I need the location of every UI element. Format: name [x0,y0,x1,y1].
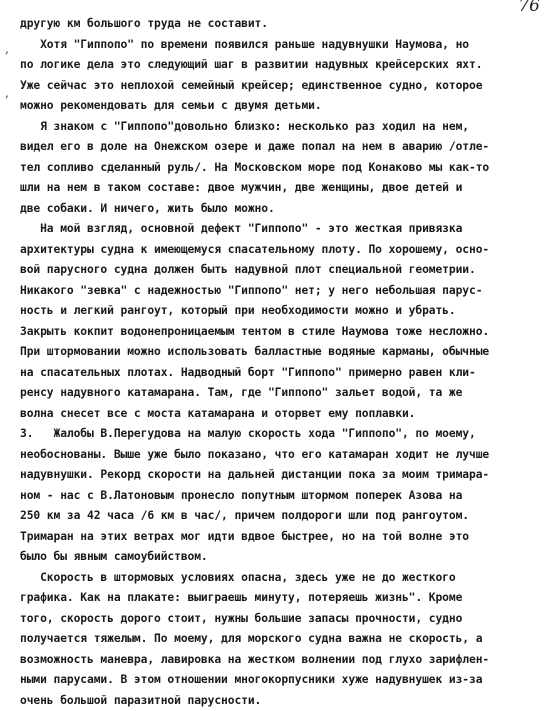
text-line: Уже сейчас это неплохой семейный крейсер; единственное судно, которое [20,76,546,97]
text-line: 250 км за 42 часа /6 км в час/, причем полдороги шли под рангоутом. [20,506,546,527]
text-line: по логике дела это следующий шаг в развитии надувных крейсерских яхт. [20,55,546,76]
text-line: другую км большого труда не составит. [20,14,546,35]
margin-mark: ‚ [5,42,9,56]
text-line: на спасательных плотах. Надводный борт "Гиппопо" примерно равен кли- [20,363,546,384]
text-line: того, скорость дорого стоит, нужны большие запасы прочности, судно [20,609,546,630]
margin-mark: ‚ [5,86,9,100]
text-line: При штормовании можно использовать балластные водяные карманы, обычные [20,342,546,363]
text-line: 3. Жалобы В.Перегудова на малую скорость хода "Гиппопо", по моему, [20,424,546,445]
page-number: 76 [518,0,540,16]
text-line: можно рекомендовать для семьи с двумя детьми. [20,96,546,117]
text-line: тел сопливо сделанный руль/. На Московском море под Конаково мы как-то [20,158,546,179]
text-line: Я знаком с "Гиппопо"довольно близко: несколько раз ходил на нем, [20,117,546,138]
text-line: архитектуры судна к имеющемуся спасательному плоту. По хорошему, осно- [20,240,546,261]
text-line: шли на нем в таком составе: двое мужчин, две женщины, двое детей и [20,178,546,199]
text-line: ность и легкий рангоут, который при необходимости можно и убрать. [20,301,546,322]
text-line: волна снесет все с моста катамарана и оторвет ему поплавки. [20,404,546,425]
text-line: Никакого "зевка" с надежностью "Гиппопо" нет; у него небольшая парус- [20,281,546,302]
text-line: ренсу надувного катамарана. Там, где "Гиппопо" зальет водой, та же [20,383,546,404]
text-line: Хотя "Гиппопо" по времени появился раньше надувнушки Наумова, но [20,35,546,56]
text-line: две собаки. И ничего, жить было можно. [20,199,546,220]
text-line: видел его в доле на Онежском озере и даже попал на нем в аварию /отле- [20,137,546,158]
text-line: надувнушки. Рекорд скорости на дальней дистанции пока за моим тримара- [20,465,546,486]
text-line: Закрыть кокпит водонепроницаемым тентом в стиле Наумова тоже несложно. [20,322,546,343]
text-line: было бы явным самоубийством. [20,547,546,568]
text-line: графика. Как на плакате: выиграешь минуту, потеряешь жизнь". Кроме [20,588,546,609]
text-line: ными парусами. В этом отношении многокорпусники хуже надувнушек из-за [20,670,546,691]
text-line: получается тяжелым. По моему, для морского судна важна не скорость, а [20,629,546,650]
text-line: возможность маневра, лавировка на жестком волнении под глухо зарифлен- [20,650,546,671]
text-line: очень большой паразитной парусности. [20,691,546,711]
text-line: ном - нас с В.Латоновым пронесло попутным штормом поперек Азова на [20,486,546,507]
document-body [20,14,546,711]
text-line: Тримаран на этих ветрах мог идти вдвое быстрее, но на той волне это [20,527,546,548]
text-line: необоснованы. Выше уже было показано, что его катамаран ходит не лучше [20,445,546,466]
text-line: вой парусного судна должен быть надувной плот специальной геометрии. [20,260,546,281]
text-line: На мой взгляд, основной дефект "Гиппопо" - это жесткая привязка [20,219,546,240]
text-line: Скорость в штормовых условиях опасна, здесь уже не до жесткого [20,568,546,589]
